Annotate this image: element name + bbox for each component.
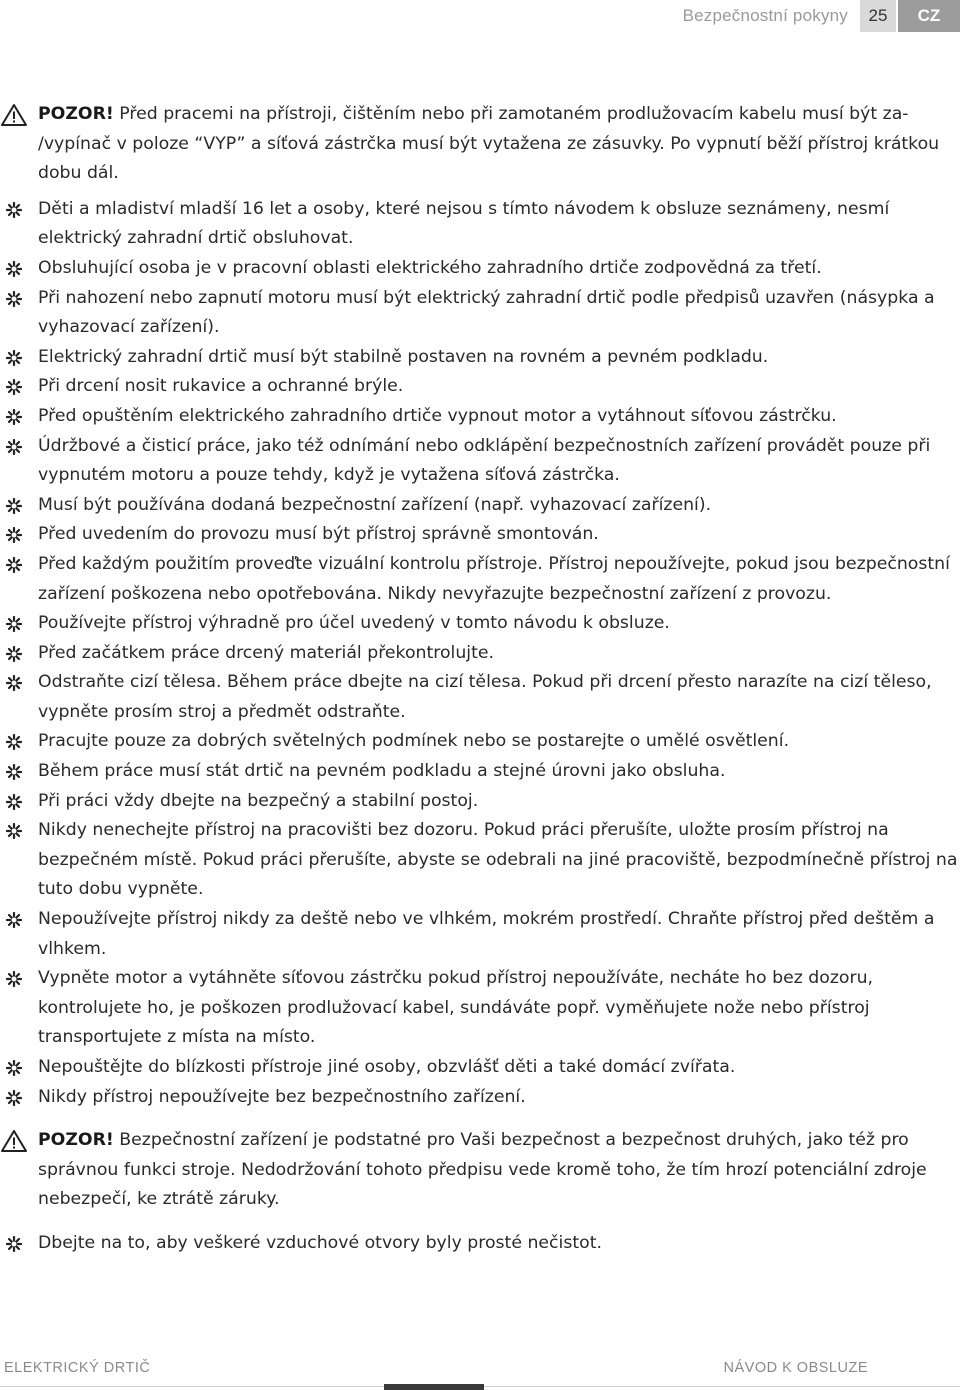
list-item-text: Nikdy přístroj nepoužívejte bez bezpečnostního zařízení. bbox=[38, 1086, 526, 1107]
list-item-text: Nepouštějte do blízkosti přístroje jiné osoby, obzvlášť děti a také domácí zvířata. bbox=[38, 1057, 736, 1077]
bullet-icon bbox=[6, 675, 22, 691]
final-instruction-list bbox=[0, 1229, 960, 1259]
bullet-icon bbox=[6, 764, 22, 780]
list-item bbox=[0, 1229, 960, 1259]
list-item bbox=[0, 905, 960, 964]
footer-accent-bar bbox=[384, 1384, 484, 1390]
bullet-icon bbox=[6, 734, 22, 750]
list-item-text: Před každým použitím proveďte vizuální kontrolu přístroje. Přístroj nepoužívejte, pokud jsou bezpečnostní zařízení poškozena nebo opotřebována. Nikdy nevyřazujte bezpečnostní zařízení z provozu. bbox=[38, 553, 950, 604]
bullet-icon bbox=[6, 794, 22, 810]
list-item bbox=[0, 639, 960, 669]
warning-block bbox=[0, 100, 960, 189]
bullet-icon bbox=[6, 557, 22, 573]
list-item-text: Před uvedením do provozu musí být přístroj správně smontován. bbox=[38, 524, 599, 545]
list-item-text: Děti a mladiství mladší 16 let a osoby, které nejsou s tímto návodem k obsluze seznámeny, nesmí elektrický zahradní drtič obsluhovat. bbox=[38, 198, 890, 249]
warning-triangle-icon bbox=[0, 103, 28, 127]
list-item bbox=[0, 402, 960, 432]
bullet-icon bbox=[6, 409, 22, 425]
bullet-icon bbox=[6, 439, 22, 455]
bullet-icon bbox=[6, 646, 22, 662]
header-title: Bezpečnostní pokyny bbox=[682, 6, 848, 25]
bullet-icon bbox=[6, 291, 22, 307]
bullet-icon bbox=[6, 498, 22, 514]
list-item bbox=[0, 757, 960, 787]
safety-content bbox=[0, 100, 960, 1259]
list-item bbox=[0, 964, 960, 1053]
list-item bbox=[0, 284, 960, 343]
list-item bbox=[0, 609, 960, 639]
page-footer bbox=[0, 1358, 960, 1390]
bullet-icon bbox=[6, 616, 22, 632]
bullet-icon bbox=[6, 379, 22, 395]
list-item-text: Používejte přístroj výhradně pro účel uvedený v tomto návodu k obsluze. bbox=[38, 613, 670, 634]
bullet-icon bbox=[6, 1090, 22, 1106]
list-item-text: Nikdy nenechejte přístroj na pracovišti bez dozoru. Pokud práci přerušíte, uložte prosím přístroj na bezpečném místě. Pokud práci přerušíte, abyste se odebrali na jiné pracoviště, bezpodmínečně přístroj na tuto dobu vypněte. bbox=[38, 820, 958, 900]
instruction-list bbox=[0, 195, 960, 1112]
bullet-icon bbox=[6, 1236, 22, 1252]
list-item-text: Nepoužívejte přístroj nikdy za deště nebo ve vlhkém, mokrém prostředí. Chraňte přístroj před deštěm a vlhkem. bbox=[38, 909, 935, 959]
list-item-text: Pracujte pouze za dobrých světelných podmínek nebo se postarejte o umělé osvětlení. bbox=[38, 731, 790, 752]
bullet-icon bbox=[6, 527, 22, 543]
list-item bbox=[0, 343, 960, 373]
list-item-text: Při drcení nosit rukavice a ochranné brýle. bbox=[38, 376, 404, 397]
warning-text: Před pracemi na přístroji, čištěním nebo při zamotaném prodlužovacím kabelu musí být za- /vypínač v poloze “VYP” a síťová zástrčka musí být vytažena ze zásuvky. Po vypnutí běží přístroj krátkou dobu dál. bbox=[38, 104, 940, 184]
list-item bbox=[0, 668, 960, 727]
warning-triangle-icon bbox=[0, 1129, 28, 1153]
warning-text: Bezpečnostní zařízení je podstatné pro Vaši bezpečnost a bezpečnost druhých, jako též pro správnou funkci stroje. Nedodržování tohoto předpisu vede kromě toho, že tím hrozí potenciální zdroje nebezpečí, ke ztrátě záruky. bbox=[38, 1130, 927, 1210]
list-item-text: Vypněte motor a vytáhněte síťovou zástrčku pokud přístroj nepoužíváte, necháte ho bez dozoru, kontrolujete ho, je poškozen prodlužovací kabel, sundáváte popř. vyměňujete nože nebo přístroj transportujete z místa na místo. bbox=[38, 968, 874, 1048]
list-item bbox=[0, 787, 960, 817]
list-item-text: Elektrický zahradní drtič musí být stabilně postaven na rovném a pevném podkladu. bbox=[38, 346, 769, 367]
list-item-text: Odstraňte cizí tělesa. Během práce dbejte na cizí tělesa. Pokud při drcení přesto narazíte na cizí těleso, vypněte prosím stroj a předmět odstraňte. bbox=[38, 672, 932, 722]
list-item bbox=[0, 491, 960, 521]
list-item bbox=[0, 727, 960, 757]
bullet-icon bbox=[6, 202, 22, 218]
list-item bbox=[0, 1053, 960, 1083]
warning-label: POZOR! bbox=[38, 1130, 114, 1151]
list-item bbox=[0, 520, 960, 550]
list-item-text: Před začátkem práce drcený materiál překontrolujte. bbox=[38, 642, 495, 663]
list-item bbox=[0, 372, 960, 402]
list-item bbox=[0, 195, 960, 254]
bullet-icon bbox=[6, 350, 22, 366]
list-item-text: Musí být používána dodaná bezpečnostní zařízení (např. vyhazovací zařízení). bbox=[38, 494, 712, 515]
bullet-icon bbox=[6, 1060, 22, 1076]
warning-block bbox=[0, 1126, 960, 1215]
footer-manual: NÁVOD K OBSLUZE bbox=[723, 1360, 868, 1376]
page-number: 25 bbox=[860, 0, 896, 32]
list-item-text: Před opuštěním elektrického zahradního drtiče vypnout motor a vytáhnout síťovou zástrčku. bbox=[38, 405, 837, 426]
list-item bbox=[0, 254, 960, 284]
page-header bbox=[683, 0, 960, 32]
list-item-text: Dbejte na to, aby veškeré vzduchové otvory byly prosté nečistot. bbox=[38, 1232, 602, 1253]
list-item-text: Údržbové a čisticí práce, jako též odnímání nebo odklápění bezpečnostních zařízení provádět pouze při vypnutém motoru a pouze tehdy, když je vytažena síťová zástrčka. bbox=[38, 435, 931, 486]
list-item-text: Během práce musí stát drtič na pevném podkladu a stejné úrovni jako obsluha. bbox=[38, 761, 726, 782]
list-item-text: Obsluhující osoba je v pracovní oblasti elektrického zahradního drtiče zodpovědná za třetí. bbox=[38, 257, 822, 278]
list-item bbox=[0, 432, 960, 491]
warning-label: POZOR! bbox=[38, 104, 114, 124]
list-item bbox=[0, 1083, 960, 1113]
list-item bbox=[0, 816, 960, 905]
bullet-icon bbox=[6, 912, 22, 928]
bullet-icon bbox=[6, 823, 22, 839]
list-item-text: Při nahození nebo zapnutí motoru musí být elektrický zahradní drtič podle předpisů uzavřen (násypka a vyhazovací zařízení). bbox=[38, 287, 935, 338]
list-item bbox=[0, 550, 960, 609]
language-badge: CZ bbox=[898, 0, 960, 32]
footer-product: ELEKTRICKÝ DRTIČ bbox=[4, 1360, 151, 1376]
bullet-icon bbox=[6, 261, 22, 277]
bullet-icon bbox=[6, 971, 22, 987]
list-item-text: Při práci vždy dbejte na bezpečný a stabilní postoj. bbox=[38, 790, 479, 811]
